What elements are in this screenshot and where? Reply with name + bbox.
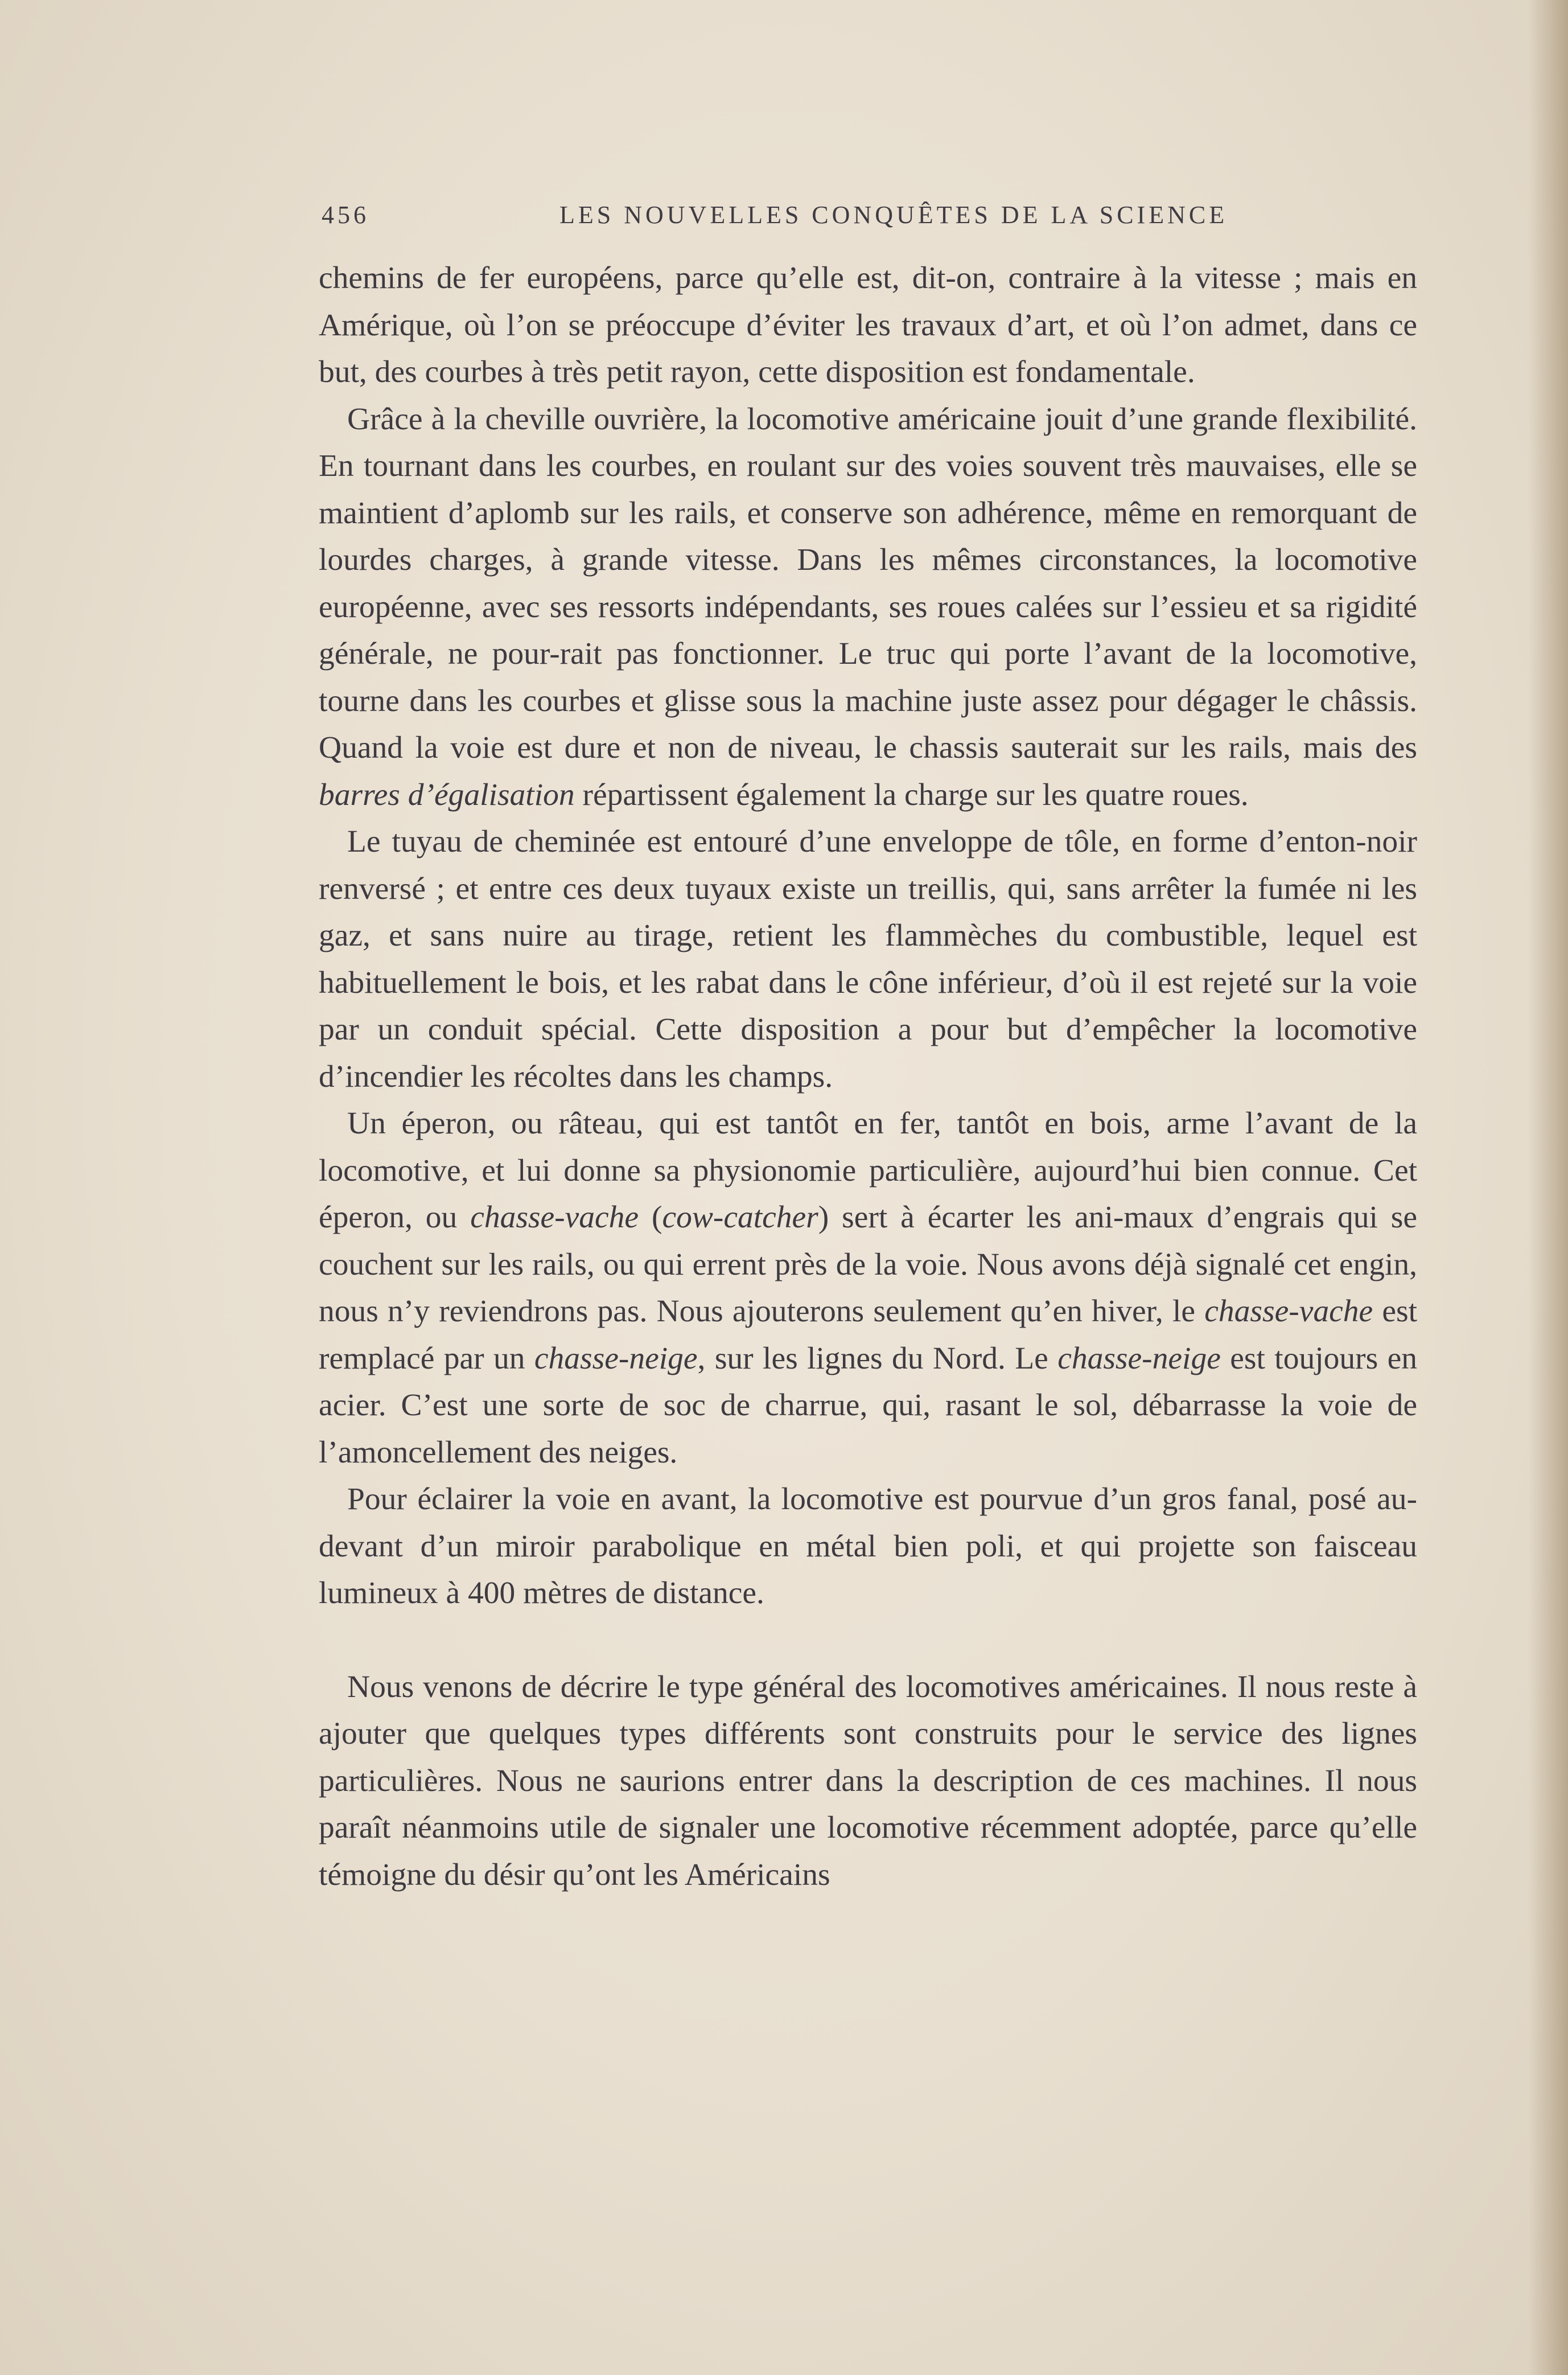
italic-term: barres d’égalisation: [319, 777, 575, 812]
italic-term: chasse-vache: [1204, 1294, 1373, 1329]
text-run: Nous venons de décrire le type général des locomotives américaines. Il nous reste à ajouter que quelques types différents sont construits pour le service des lignes particulières. Nous ne saurions entrer dans la description de ces machines. Il nous paraît néanmoins utile de signaler une locomotive récemment adoptée, parce qu’elle témoigne du désir qu’ont les Américains: [319, 1669, 1417, 1892]
text-run: est toujours en acier. C’est une sorte de soc de charrue, qui, rasant le sol, débarrasse la voie de l’amoncellement des neiges.: [319, 1341, 1417, 1470]
paragraph: [319, 255, 1417, 396]
page-number: 456: [322, 201, 369, 229]
paragraph: [319, 1100, 1417, 1476]
text-run: ) sert à écarter les ani-maux d’engrais qui se couchent sur les rails, ou qui errent près de la voie. Nous avons déjà signalé cet engin, nous n’y reviendrons pas. Nous ajouterons seulement qu’en hiver, le: [319, 1200, 1418, 1329]
text-run: (: [639, 1200, 662, 1235]
running-header: [322, 200, 1414, 240]
text-run: Pour éclairer la voie en avant, la locomotive est pourvue d’un gros fanal, posé au-devant d’un miroir parabolique en métal bien poli, et qui projette son faisceau lumineux à 400 mètres de distance.: [319, 1482, 1417, 1610]
paragraph: [319, 396, 1417, 819]
italic-term: cow-catcher: [662, 1200, 818, 1235]
paragraph: [319, 1664, 1417, 1899]
text-run: chemins de fer européens, parce qu’elle est, dit-on, contraire à la vitesse ; mais en Amérique, où l’on se préoccupe d’éviter les travaux d’art, et où l’on admet, dans ce but, des courbes à très petit rayon, cette disposition est fondamentale.: [319, 261, 1417, 389]
text-run: répartissent également la charge sur les quatre roues.: [574, 777, 1249, 812]
text-run: est remplacé par un: [319, 1294, 1418, 1376]
body-text: [319, 255, 1417, 1899]
running-title: LES NOUVELLES CONQUÊTES DE LA SCIENCE: [559, 201, 1228, 229]
italic-term: chasse-vache: [470, 1200, 639, 1235]
page-edge-shadow: [1528, 0, 1568, 2375]
text-run: , sur les lignes du Nord. Le: [697, 1341, 1058, 1376]
italic-term: chasse-neige: [1057, 1341, 1221, 1376]
paragraph: [319, 1476, 1417, 1617]
text-run: Le tuyau de cheminée est entouré d’une enveloppe de tôle, en forme d’enton-noir renversé ; et entre ces deux tuyaux existe un treillis, qui, sans arrêter la fumée ni les gaz, et sans nuire au tirage, retient les flammèches du combustible, lequel est habituellement le bois, et les rabat dans le cône inférieur, d’où il est rejeté sur la voie par un conduit spécial. Cette disposition a pour but d’empêcher la locomotive d’incendier les récoltes dans les champs.: [319, 824, 1417, 1094]
paragraph: [319, 819, 1417, 1100]
text-run: Un éperon, ou râteau, qui est tantôt en fer, tantôt en bois, arme l’avant de la locomotive, et lui donne sa physionomie particulière, aujourd’hui bien connue. Cet éperon, ou: [319, 1106, 1417, 1235]
italic-term: chasse-neige: [534, 1341, 698, 1376]
text-run: Grâce à la cheville ouvrière, la locomotive américaine jouit d’une grande flexibilité. En tournant dans les courbes, en roulant sur des voies souvent très mauvaises, elle se maintient d’aplomb sur les rails, et conserve son adhérence, même en remorquant de lourdes charges, à grande vitesse. Dans les mêmes circonstances, la locomotive européenne, avec ses ressorts indépendants, ses roues calées sur l’essieu et sa rigidité générale, ne pour-rait pas fonctionner. Le truc qui porte l’avant de la locomotive, tourne dans les courbes et glisse sous la machine juste assez pour dégager le châssis. Quand la voie est dure et non de niveau, le chassis sauterait sur les rails, mais des: [319, 401, 1417, 765]
